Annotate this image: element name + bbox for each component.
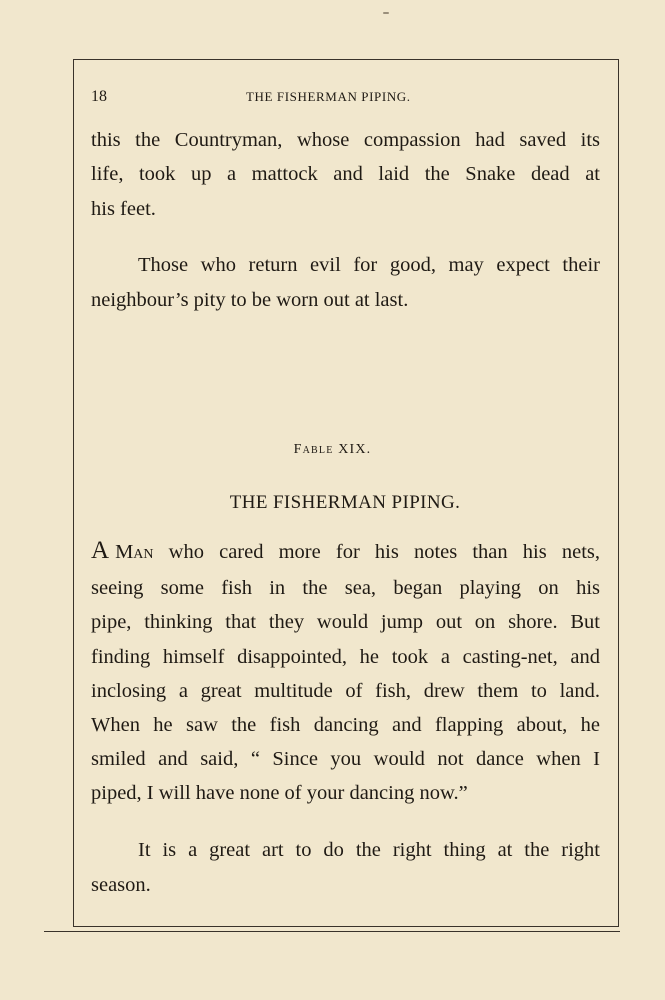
text-line: seeing some fish in the sea, began playing on his <box>91 577 600 599</box>
text-line: inclosing a great multitude of fish, drew them to land. <box>91 680 600 702</box>
text-line: piped, I will have none of your dancing now.” <box>91 782 468 804</box>
initial-letter: A <box>91 537 110 564</box>
bottom-rule <box>44 931 620 932</box>
text-line: neighbour’s pity to be worn out at last. <box>91 289 409 311</box>
page-number: 18 <box>91 88 107 105</box>
fable-title: THE FISHERMAN PIPING. <box>229 492 461 513</box>
fable-number: Fable XIX. <box>293 442 372 457</box>
paper-speck <box>383 12 389 14</box>
text-line: his feet. <box>91 198 156 220</box>
text-line: It is a great art to do the right thing at the right <box>138 839 600 861</box>
initial-word: Man <box>115 541 154 563</box>
text-line-first <box>91 539 600 564</box>
text-line: When he saw the fish dancing and flapping about, he <box>91 714 600 736</box>
text-line: life, took up a mattock and laid the Snake dead at <box>91 163 600 185</box>
text-line: pipe, thinking that they would jump out on shore. But <box>91 611 600 633</box>
text-line: this the Countryman, whose compassion had saved its <box>91 129 600 151</box>
running-title: THE FISHERMAN PIPING. <box>246 89 411 104</box>
text-line: smiled and said, “ Since you would not dance when I <box>91 748 600 770</box>
running-head <box>91 88 601 108</box>
text-line: season. <box>91 874 151 896</box>
text-line: Those who return evil for good, may expect their <box>138 254 600 276</box>
first-line-rest: who cared more for his notes than his nets, <box>168 541 601 563</box>
text-line: finding himself disappointed, he took a casting-net, and <box>91 646 600 668</box>
